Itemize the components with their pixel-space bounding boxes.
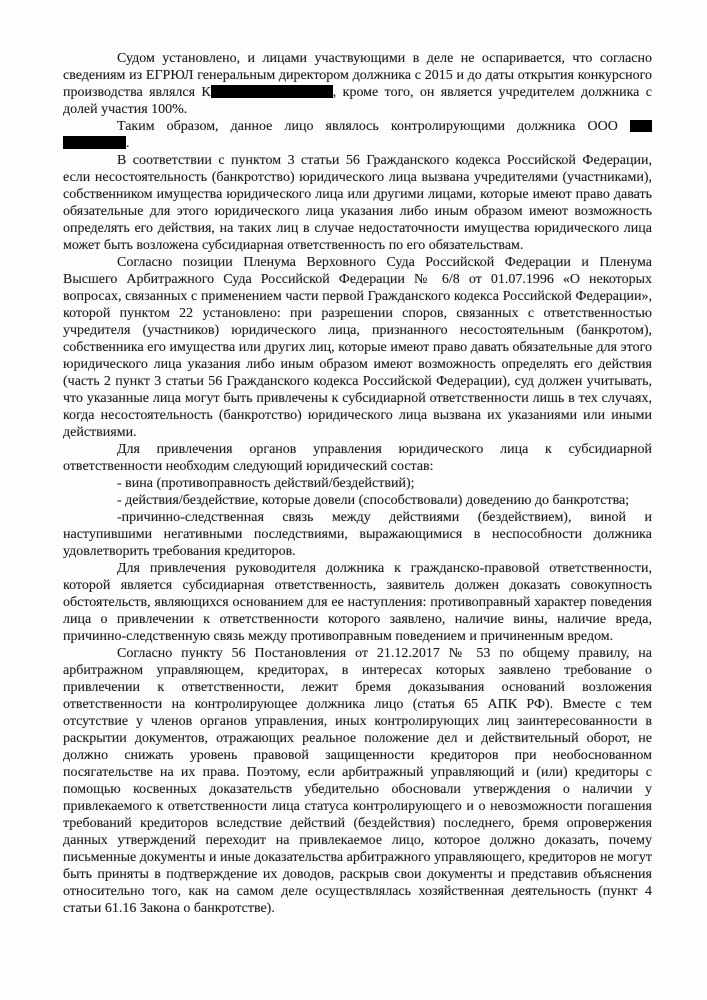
paragraph-text: Для привлечения руководителя должника к гражданско-правовой ответственности, которой является субсидиарная ответственность, заявитель должен доказать совокупность обстоятельств, являющихся основанием для ее наступления: противоправный характер поведения лица о привлечении к ответственности которого заявлено, наличие вины, наличие вреда, причинно-следственную связь между противоправным поведением и причиненным вредом. (63, 561, 652, 644)
paragraph-text: Для привлечения органов управления юридического лица к субсидиарной ответственности необходим следующий юридический состав: (63, 442, 652, 474)
list-item-guilt (63, 475, 652, 492)
para-civil-liability (63, 560, 652, 645)
paragraph-text: Согласно пункту 56 Постановления от 21.12.2017 № 53 по общему правилу, на арбитражном управляющем, кредиторах, в интересах которых заявлено требование о привлечении к ответственности, лежит бремя доказывания оснований возложения ответственности на контролирующее должника лицо (статья 65 АПК РФ). Вместе с тем отсутствие у членов органов управления, иных контролирующих лиц заинтересованности в раскрытии документов, отражающих реальное положение дел и действительный оборот, не должно снижать уровень правовой защищенности кредиторов при необоснованном посягательстве на их права. Поэтому, если арбитражный управляющий и (или) кредиторы с помощью косвенных доказательств убедительно обосновали утверждения о наличии у привлекаемого к ответственности лица статуса контролирующего и о невозможности погашения требований кредиторов вследствие действий (бездействия) последнего, бремя опровержения данных утверждений переходит на привлекаемое лицо, которое должно доказать, почему письменные документы и иные доказательства арбитражного управляющего, кредиторов не могут быть приняты в подтверждение их доводов, раскрыв свои документы и представив объяснения относительно того, как на самом деле осуществлялась хозяйственная деятельность (пункт 4 статьи 61.16 Закона о банкротстве). (63, 646, 652, 916)
document-text-block (63, 50, 652, 917)
para-controlling-person (63, 118, 652, 152)
paragraph-text: Судом установлено, и лицами участвующими в деле не оспаривается, что согласно сведениям из ЕГРЮЛ генеральным директором должника с 2015 и до даты открытия конкурсного производства являлся К (63, 51, 652, 100)
list-item-causal-link (63, 509, 652, 560)
list-item-actions (63, 492, 652, 509)
redaction-box (211, 85, 333, 98)
paragraph-text: -причинно-следственная связь между действиями (бездействием), виной и наступившими негативными последствиями, выражающимися в неспособности должника удовлетворить требования кредиторов. (63, 510, 652, 559)
para-gk-article-56 (63, 152, 652, 254)
paragraph-text: , кроме того, он является учредителем должника с долей участия 100%. (63, 85, 652, 117)
paragraph-text: - действия/бездействие, которые довели (способствовали) доведению до банкротства; (117, 493, 630, 508)
paragraph-text: Согласно позиции Пленума Верховного Суда Российской Федерации и Пленума Высшего Арбитражного Суда Российской Федерации № 6/8 от 01.07.1996 «О некоторых вопросах, связанных с применением части первой Гражданского кодекса Российской Федерации», которой пунктом 22 установлено: при разрешении споров, связанных с ответственностью учредителя (участников) юридического лица, признанного несостоятельным (банкротом), собственника его имущества или других лиц, которые имеют право давать обязательные для этого юридического лица указания либо иным образом имеют возможность определять его действия (часть 2 пункт 3 статьи 56 Гражданского кодекса Российской Федерации), суд должен учитывать, что указанные лица могут быть привлечены к субсидиарной ответственности лишь в тех случаях, когда несостоятельность (банкротство) юридического лица вызвана их указаниями или иными действиями. (63, 255, 652, 440)
para-legal-composition-intro (63, 441, 652, 475)
para-resolution-53-burden-of-proof (63, 645, 652, 917)
para-court-established (63, 50, 652, 118)
paragraph-text: - вина (противоправность действий/бездействий); (117, 476, 415, 491)
paragraph-text: . (126, 136, 130, 151)
redaction-box (63, 136, 126, 149)
paragraph-text: Таким образом, данное лицо являлось контролирующими должника ООО (117, 119, 630, 134)
redaction-box (630, 120, 652, 132)
para-plenum-position (63, 254, 652, 441)
paragraph-text: В соответствии с пунктом 3 статьи 56 Гражданского кодекса Российской Федерации, если несостоятельность (банкротство) юридического лица вызвана учредителями (участниками), собственником имущества юридического лица или другими лицами, которые имеют право давать обязательные для этого юридического лица указания либо иным образом имеют возможность определять его действия, на таких лиц в случае недостаточности имущества юридического лица может быть возложена субсидиарная ответственность по его обязательствам. (63, 153, 652, 253)
